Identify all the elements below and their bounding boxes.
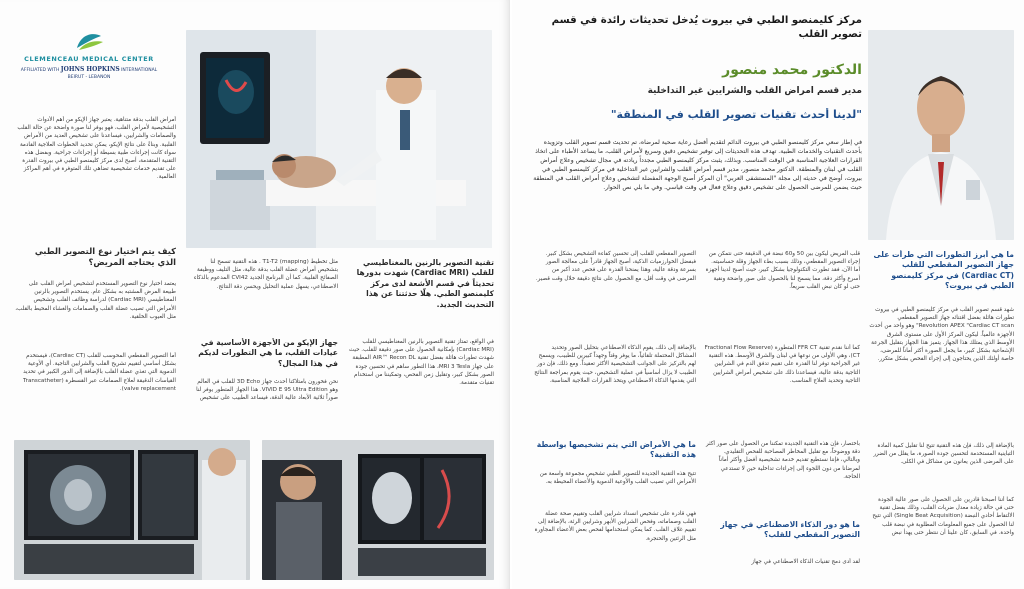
right-page xyxy=(512,0,1024,589)
logo-leaf-icon xyxy=(73,30,105,52)
echo-section-text: نحن فخورون بامتلاكنا أحدث جهاز 3D Echo للقلب في العالم وهو VIVID E 95 Ultra Edition. هذا الجهاز المتطور يوفر لنا صوراً ثلاثية الأبعاد عالية الدقة، فيساعد الطبيب على تشخيص xyxy=(196,379,338,402)
article-title: مركز كليمنصو الطبي في بيروت يُدخل تحديثات رائدة في قسم تصوير القلب xyxy=(551,15,862,40)
mri-section-heading: تقنية التصوير بالرنين بالمغناطيسي للقلب (Cardiac MRI) شهدت بدورها تحديثاً في قسم الأشعة لدى مركز كليمنصو الطبي. هلّا حدثتنا عن هذا التحديث الجديد. xyxy=(356,258,494,309)
ai-question: ما هو دور الذكاء الاصطناعي في جهاز التصوير المقطعي للقلب؟ xyxy=(720,520,860,540)
ct-answer-contrast: بالإضافة إلى ذلك، فإن هذه التقنية تتيح لنا تقليل كمية المادة التباينية المستخدمة لتحسين جودة الصورة، ما يقلل من الضرر على المرضى الذين يعانون من مشاكل في الكلى. xyxy=(873,443,1014,466)
echo-exam-photo xyxy=(186,30,492,248)
ai-answer-start: لقد أدى دمج تقنيات الذكاء الاصطناعي في جهاز xyxy=(751,559,860,565)
logo-affiliation-suffix: INTERNATIONAL xyxy=(121,68,158,73)
ct-review-illustration xyxy=(262,440,494,580)
logo-affiliation xyxy=(14,66,164,73)
article-quote: "لدينا أحدث تقنيات تصوير القلب في المنطقة" xyxy=(610,108,862,121)
doctor-portrait-illustration xyxy=(868,30,1014,240)
ct-usage-text: أما التصوير المقطعي المحوسب للقلب (Cardiac CT)، فيستخدم بشكل أساسي لتقييم تشريح القلب والشرايين التاجية. أي الأوعية الدموية التي تغذي عضلة القلب بالإضافة إلى الدور الكبير في تحديد القياسات الدقيقة لعلاج الصمامات عبر القسطرة (Transcatheter valve replacement). xyxy=(23,353,176,392)
diseases-answer: تتيح هذه التقنية الجديدة للتصوير الطبي تشخيص مجموعة واسعة من الأمراض التي تصيب القلب والأوعية الدموية والأعضاء المحيطة به. xyxy=(539,471,696,486)
ai-efficiency-text: التصوير المقطعي للقلب إلى تحسين كفاءة التشخيص بشكل كبير. فبفضل الخوارزميات الذكية، أصبح الجهاز قادراً على معالجة الصور بسرعة ودقة عالية، وهذا يمنحنا القدرة على فحص عدد أكبر من المرضى في وقت أقل، مع الحصول على نتائج دقيقة خلال وقت قصير. xyxy=(535,251,696,282)
mri-section-text: في الواقع، تمتاز تقنية التصوير بالرنين المغناطيسي للقلب (Cardiac MRI) بإمكانية الحصول على صور دقيقة للقلب. حيث شهدت تطورات هائلة بفضل تقنية AIR™ Recon DL المطبقة على جهاز MRI 3 Tesla، هذا التطور ساهم في تحسين جودة الصور بشكل كبير، وتقليل زمن الفحص، وتمكيننا من استخدام تقنيات متقدمة. xyxy=(348,339,494,387)
imaging-choice-answer: يعتمد اختيار نوع التصوير المستخدم لتشخيص أمراض القلب على طبيعة المرض المشتبه به بشكل عام. يستخدم التصوير بالرنين المغناطيسي (Cardiac MRI) لدراسة وظائف القلب وتشخيص الأمراض التي تصيب عضلة القلب والصمامات والغشاء المحيط بالقلب، مثل العيوب الخلقية. xyxy=(15,281,176,320)
mri-mapping-text: مثل تخطيط T1-T2 (mapping) . هذه التقنية تسمح لنا بتشخيص أمراض عضلة القلب بدقة عالية، مثل التليف ووظيفة الصفائح القلبية. كما أن البرنامج الجديد CVI42 المدعوم بالذكاء الاصطناعي، يسهل عملية التحليل ويحسن دقة النتائج. xyxy=(193,259,338,290)
ai-analysis-text: بالإضافة إلى ذلك، يقوم الذكاء الاصطناعي بتحليل الصور وتحديد المشاكل المحتملة تلقائياً، ما يوفر وقتاً وجهداً كبيرين للطبيب، ويسمح لهم بالتركيز على الجوانب التشخيصية الأكثر تعقيداً. ومع ذلك، فإن دور الطبيب لا يزال أساسياً في عملية التشخيص، حيث يقوم بمراجعة النتائج التي يقدمها الذكاء الاصطناعي ويتخذ القرارات العلاجية المناسبة. xyxy=(534,345,696,384)
logo-affiliation-prefix: AFFILIATED WITH xyxy=(20,68,60,73)
logo-location: BEIRUT - LEBANON xyxy=(67,75,111,80)
ct-answer: شهد قسم تصوير القلب في مركز كليمنصو الطبي في بيروت تطورات هائلة بفضل اقتنائه جهاز التصوير المقطعي Revolution APEX "Cardiac CT scan" وهو واحد من أحدث الأجهزة عالمياً. ليكون المركز الأول على مستوى الشرق الأوسط الذي يمتلك هذا الجهاز. يتميز هذا الجهاز بتقليل الجرعة الإشعاعية بشكل كبير، ما يجعل الصورة أكثر أماناً للمرضى، خاصة أولئك الذين يحتاجون إلى إجراء الفحص بشكل متكرر. xyxy=(869,307,1014,363)
diseases-answer-detail: فهي قادرة على تشخيص انسداد شرايين القلب وتقييم صحة عضلة القلب وصماماته، وفحص الشرايين الأبهر وشرايين الرئة، بالإضافة إلى تقييم غلاف القلب. كما يمكن استخدامها لفحص بعض الأعضاء المجاورة مثل الرئتين والحنجرة. xyxy=(534,511,696,542)
heart-rate-text: قلب المريض ليكون بين 50 و60 نبضة في الدقيقة حتى نتمكن من إجراء التصوير المقطعي، وذلك بسبب بطء الجهاز وقلة حساسيته. أما الآن، فقد تطورت التكنولوجيا بشكل كبير، حيث أصبح لدينا أجهزة أسرع وأكثر دقة، مما يسمح لنا بالحصول على صور واضحة ونقية حتى لو كان نبض القلب سريعاً. xyxy=(705,251,860,290)
echo-section-heading: جهاز الإيكو من الأجهزة الأساسية في عيادات القلب، ما هي التطورات لديكم في هذا المجال؟ xyxy=(198,338,338,368)
echo-exam-illustration xyxy=(186,30,492,248)
logo-name: CLEMENCEAU MEDICAL CENTER xyxy=(24,55,154,63)
doctor-name: الدكتور محمد منصور xyxy=(722,62,862,78)
imaging-choice-question: كيف يتم اختيار نوع التصوير الطبي الذي يحتاجه المريض؟ xyxy=(34,246,176,267)
clemenceau-logo xyxy=(14,30,164,110)
ct-question: ما هي أبرز التطورات التي طرأت على جهاز التصوير المقطعي للقلب (Cardiac CT) في مركز كليمنصو الطبي في بيروت؟ xyxy=(873,250,1014,291)
ct-review-photo xyxy=(262,440,494,580)
ct-answer-single-beat: كما أننا أصبحنا قادرين على الحصول على صور عالية الجودة حتى في حالة زيادة معدل ضربات القلب، وذلك بفضل تقنية الالتقاط أحادي النبضة (Single Beat Acquisition) التي تتيح لنا الحصول على جميع المعلومات المطلوبة في نبضة قلب واحدة. في السابق، كان علينا أن ننتظر حتى يهدأ نبض xyxy=(872,497,1014,536)
mri-monitor-photo xyxy=(14,440,250,580)
article-intro: في إطار سعي مركز كليمنصو الطبي في بيروت الدائم لتقديم أفضل رعاية صحية لمرضاه، تم تحديث قسم تصوير القلب وتزويده بأحدث التقنيات والخدمات الطبية. تهدف هذه التحديثات إلى توفير تشخيص دقيق وسريع لأمراض القلب، ما يساعد الأطباء على اتخاذ القرارات العلاجية المناسبة في الوقت المناسب. وبذلك، يثبت مركز كليمنصو الطبي مجدداً ريادته في مجال تشخيص وعلاج أمراض القلب في لبنان والمنطقة. الدكتور محمد منصور، مدير قسم أمراض القلب والشرايين غير التداخلية في مركز كليمنصو الطبي في بيروت، أوضح في حديثه إلى مجلة "المستشفى العربي" أن المركز أصبح الوجهة المفضلة لتشخيص وعلاج أمراض القلب في المنطقة حيث يضمن للمرضى الحصول على تشخيص دقيق وعلاج فعال في وقت قياسي. وفي ما يلي نص الحوار. xyxy=(533,139,862,191)
doctor-portrait xyxy=(868,30,1014,240)
ffr-ct-text: كما أننا نقدم تقنية FFR CT المتطورة (Fractional Flow Reserve CT)، وهي الأولى من نوعها في لبنان والشرق الأوسط. هذه التقنية غير الجراحية توفر لنا القدرة على تقييم تدفق الدم في الشرايين التاجية بدقة عالية، فيساعدنا ذلك على تشخيص أمراض الشرايين التاجية وتحديد العلاج المناسب. xyxy=(704,345,860,384)
diseases-question: ما هي الأمراض التي يتم تشخيصها بواسطة هذه التقنية؟ xyxy=(536,440,696,460)
logo-affiliation-name: JOHNS HOPKINS xyxy=(60,66,120,73)
doctor-role: مدير قسم أمراض القلب والشرايين غير التداخلية xyxy=(647,86,862,96)
left-page xyxy=(0,0,510,589)
summary-text: باختصار، فإن هذه التقنية الجديدة تمكننا من الحصول على صور أكثر دقة ووضوحاً، مع تقليل المخاطر المصاحبة للفحص التقليدي. وبالتالي، فإننا نستطيع تقديم خدمة تشخيصية أفضل وأكثر أماناً لمرضانا من دون اللجوء إلى إجراءات تداخلية حين لا تستدعي الحاجة. xyxy=(705,441,860,480)
left-intro-text: أمراض القلب بدقة متناهية. يعتبر جهاز الإيكو من أهم الأدوات التشخيصية لأمراض القلب، فهو يوفر لنا صورة واضحة عن حالة القلب والصمامات والشرايين، فيساعدنا على تشخيص العديد من الأمراض القلبية. وبناءً على نتائج الإيكو، يمكن تحديد الخطوات العلاجية القادمة سواء كانت إجراءات طبية بسيطة أو إجراءات جراحية. وبفضل هذه التقنية المتقدمة، أصبح لدى مركز كليمنصو الطبي في بيروت القدرة على تقديم خدمات تشخيصية تضاهي تلك المتوفرة في أهم المراكز العالمية. xyxy=(17,117,176,181)
mri-monitor-illustration xyxy=(14,440,250,580)
